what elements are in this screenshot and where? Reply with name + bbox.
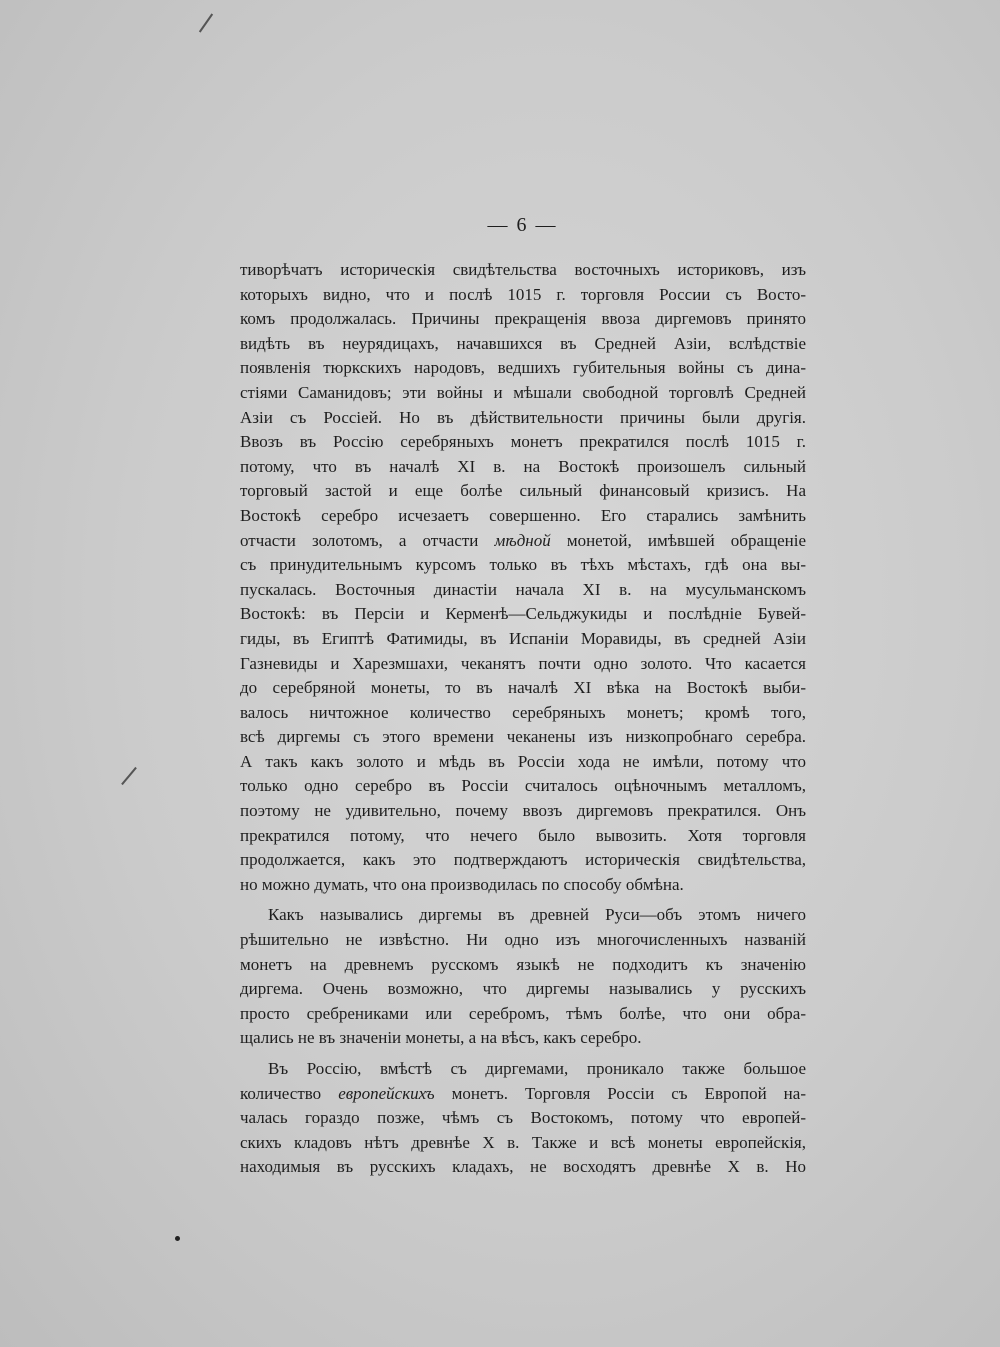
text-line: скихъ кладовъ нѣтъ древнѣе X в. Также и всѣ монеты европейскія,: [240, 1132, 806, 1152]
text-line: Востокѣ: въ Персіи и Керменѣ—Сельджукиды и послѣдніе Бувей-: [240, 604, 806, 624]
scan-mark: [121, 767, 137, 785]
text-line: торговый застой и еще болѣе сильный финансовый кризисъ. На: [240, 481, 806, 501]
text-line: отчасти золотомъ, а отчасти мѣдной монетой, имѣвшей обращеніе: [240, 530, 807, 550]
paragraph: [240, 903, 806, 1051]
text-line: появленія тюркскихъ народовъ, ведшихъ губительныя войны съ дина-: [240, 358, 806, 378]
text-line: валось ничтожное количество серебряныхъ монетъ; кромѣ того,: [240, 702, 806, 722]
text-line: Какъ назывались диргемы въ древней Руси—объ этомъ ничего: [268, 905, 806, 925]
text-line: количество европейскихъ монетъ. Торговля Россіи съ Европой на-: [240, 1083, 806, 1103]
text-line: но можно думать, что она производилась по способу обмѣна.: [240, 874, 684, 894]
text-line: А такъ какъ золото и мѣдь въ Россіи хода не имѣли, потому что: [240, 751, 806, 771]
text-line: рѣшительно не извѣстно. Ни одно изъ многочисленныхъ названій: [240, 930, 806, 950]
text-line: чалась гораздо позже, чѣмъ съ Востокомъ, потому что европей-: [240, 1108, 806, 1128]
text-line: съ принудительнымъ курсомъ только въ тѣхъ мѣстахъ, гдѣ она вы-: [240, 555, 806, 575]
text-line: видѣть въ неурядицахъ, начавшихся въ Средней Азіи, вслѣдствіе: [240, 333, 806, 353]
page-number: — 6 —: [487, 214, 558, 236]
text-line: до серебряной монеты, то въ началѣ XI вѣка на Востокѣ выби-: [240, 678, 806, 698]
text-line: находимыя въ русскихъ кладахъ, не восходятъ древнѣе X в. Но: [240, 1157, 806, 1177]
body-text: [240, 258, 806, 1180]
text-line: гиды, въ Египтѣ Фатимиды, въ Испаніи Моравиды, въ средней Азіи: [240, 628, 806, 648]
paragraph: [240, 1057, 806, 1180]
text-line: продолжается, какъ это подтверждаютъ историческія свидѣтельства,: [240, 850, 806, 870]
text-line: щались не въ значеніи монеты, а на вѣсъ, какъ серебро.: [240, 1028, 642, 1048]
text-line: тиворѣчатъ историческія свидѣтельства восточныхъ историковъ, изъ: [240, 260, 806, 279]
text-line: Востокѣ серебро исчезаетъ совершенно. Его старались замѣнить: [240, 505, 806, 525]
text-line: которыхъ видно, что и послѣ 1015 г. торговля России съ Восто-: [240, 284, 806, 304]
text-line: Азіи съ Россіей. Но въ дѣйствительности причины были другія.: [240, 407, 806, 427]
text-line: только одно серебро въ Россіи считалось оцѣночнымъ металломъ,: [240, 776, 806, 796]
text-line: комъ продолжалась. Причины прекращенія ввоза диргемовъ принято: [240, 309, 806, 329]
text-line: пускалась. Восточныя династіи начала XI в. на мусульманскомъ: [240, 579, 806, 599]
text-line: диргема. Очень возможно, что диргемы назывались у русскихъ: [240, 979, 806, 999]
text-line: стіями Саманидовъ; эти войны и мѣшали свободной торговлѣ Средней: [240, 382, 806, 402]
text-line: просто сребрениками или серебромъ, тѣмъ болѣе, что они обра-: [240, 1003, 806, 1023]
text-line: Ввозъ въ Россію серебряныхъ монетъ прекратился послѣ 1015 г.: [240, 432, 806, 452]
text-line: Газневиды и Харезмшахи, чеканятъ почти одно золото. Что касается: [240, 653, 806, 673]
scan-mark: [199, 13, 213, 32]
text-line: поэтому не удивительно, почему ввозъ диргемовъ прекратился. Онъ: [240, 801, 806, 821]
text-line: потому, что въ началѣ XI в. на Востокѣ произошелъ сильный: [240, 456, 806, 476]
paragraph: [240, 258, 806, 897]
text-line: Въ Россію, вмѣстѣ съ диргемами, проникало также большое: [268, 1059, 806, 1078]
text-line: прекратился потому, что нечего было вывозить. Хотя торговля: [240, 825, 806, 845]
text-line: монетъ на древнемъ русскомъ языкѣ не подходитъ къ значенію: [240, 954, 806, 974]
scan-spot: [175, 1236, 180, 1241]
text-line: всѣ диргемы съ этого времени чеканены изъ низкопробнаго серебра.: [240, 727, 806, 747]
